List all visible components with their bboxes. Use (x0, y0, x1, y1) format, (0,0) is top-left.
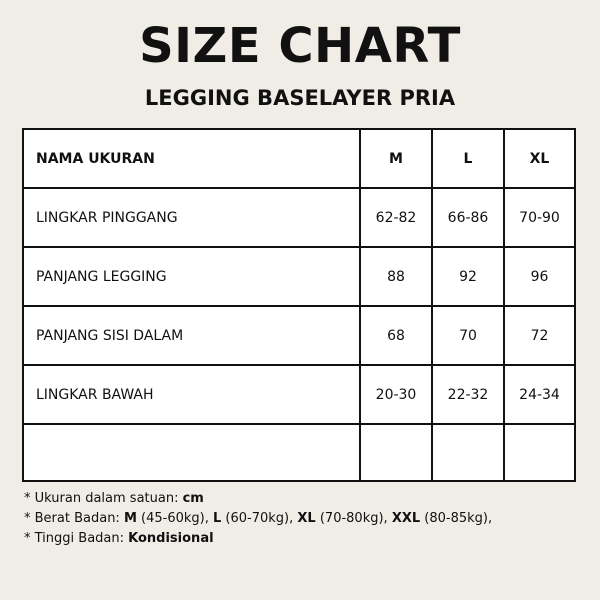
table-cell: 88 (387, 268, 405, 285)
note-weight-range: (80-85kg), (420, 511, 493, 526)
table-row-label (24, 425, 359, 480)
note-weight-range: (45-60kg), (136, 511, 213, 526)
table-cell: 92 (459, 268, 477, 285)
note-height (24, 529, 584, 549)
table-cell: 22-32 (447, 386, 489, 403)
page-title: SIZE CHART (139, 18, 461, 74)
table-row-label: PANJANG SISI DALAM (36, 327, 184, 344)
table-cell: 20-30 (375, 386, 417, 403)
note-weight-prefix: * Berat Badan: (24, 511, 124, 526)
note-height-value: Kondisional (128, 531, 214, 546)
table-header-size: L (463, 150, 473, 167)
table-header-label: NAMA UKURAN (36, 150, 155, 167)
note-unit (24, 489, 584, 509)
table-header-size: M (389, 150, 403, 167)
table-cell (505, 425, 574, 480)
note-weight (24, 509, 584, 529)
table-cell: 66-86 (447, 209, 489, 226)
table-row-label: LINGKAR PINGGANG (36, 209, 178, 226)
size-table (22, 128, 576, 482)
table-row-label: PANJANG LEGGING (36, 268, 167, 285)
table-cell: 68 (387, 327, 405, 344)
table-header-size: XL (529, 150, 550, 167)
note-weight-size: L (213, 511, 222, 526)
table-cell: 62-82 (375, 209, 417, 226)
note-height-prefix: * Tinggi Badan: (24, 531, 129, 546)
page-subtitle: LEGGING BASELAYER PRIA (144, 86, 456, 110)
note-unit-prefix: * Ukuran dalam satuan: (24, 491, 183, 506)
note-weight-size: M (123, 511, 137, 526)
table-cell (433, 425, 503, 480)
note-weight-size: XXL (391, 511, 421, 526)
table-cell: 24-34 (519, 386, 560, 403)
note-unit-value: cm (182, 491, 204, 506)
note-weight-range: (70-80kg), (315, 511, 392, 526)
table-cell: 72 (530, 327, 549, 344)
notes (24, 489, 584, 549)
table-cell: 96 (530, 268, 549, 285)
table-row-label: LINGKAR BAWAH (36, 386, 154, 403)
note-weight-range: (60-70kg), (221, 511, 298, 526)
table-cell: 70-90 (519, 209, 560, 226)
table-cell (361, 425, 431, 480)
note-weight-size: XL (297, 511, 316, 526)
table-cell: 70 (459, 327, 477, 344)
